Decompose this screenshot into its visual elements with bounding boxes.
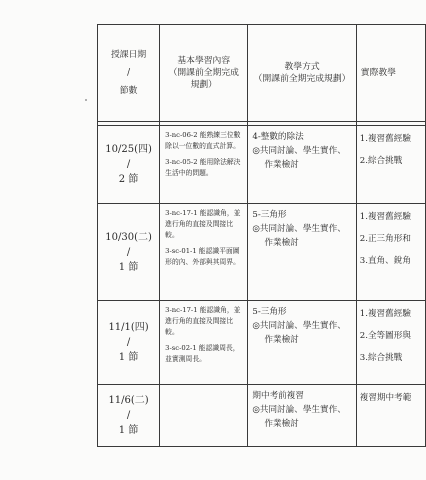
row-method-cell <box>248 126 356 204</box>
row-periods: 1 節 <box>118 261 139 273</box>
row-periods: 1 節 <box>118 425 139 436</box>
method-title: 4-整數的除法 <box>252 132 304 142</box>
method-line: ◎共同討論、學生實作、 <box>252 321 346 331</box>
row-date: 11/6(二) <box>108 395 149 406</box>
method-line: 作業檢討 <box>264 160 299 170</box>
method-line: 作業檢討 <box>264 335 299 345</box>
row-date: 10/30(二) <box>105 231 152 243</box>
header-method-note: （開課前全期完成規劃） <box>253 74 351 84</box>
row-date-cell <box>98 385 160 447</box>
content-item: 3-nc-05-2 能用除法解決生活中的問題。 <box>165 158 241 177</box>
actual-item: 2.綜合挑戰 <box>359 156 403 166</box>
method-line: ◎共同討論、學生實作、 <box>252 405 346 415</box>
content-item: 3-sc-01-1 能認識平面圖形的內、外部與其周界。 <box>165 247 240 266</box>
method-title: 5-三角形 <box>252 307 287 317</box>
header-content-title: 基本學習內容 <box>177 56 231 66</box>
row-date-cell <box>98 126 160 204</box>
header-content-note-2: 規劃） <box>190 80 217 90</box>
row-date: 11/1(四) <box>108 322 149 333</box>
content-item: 3-nc-17-1 能認識角，並進行角的直接及間接比較。 <box>165 306 241 336</box>
table-row <box>98 385 426 447</box>
header-method <box>248 25 356 122</box>
row-actual-cell <box>356 204 425 301</box>
actual-item: 1.複習舊經驗 <box>359 309 411 319</box>
row-content-cell <box>160 385 248 447</box>
table-row <box>98 301 426 385</box>
method-title: 期中考前複習 <box>252 391 304 401</box>
row-content-cell <box>160 301 248 385</box>
actual-item: 2.正三角形和 <box>359 234 411 244</box>
lesson-plan-table <box>97 24 426 447</box>
method-line: 作業檢討 <box>264 238 299 248</box>
row-method-cell <box>248 204 356 301</box>
header-content-note: （開課前全期完成 <box>168 68 239 78</box>
content-item: 3-nc-17-1 能認識角，並進行角的直接及間接比較。 <box>165 209 241 239</box>
header-periods-label: 節數 <box>119 86 138 96</box>
row-slash: / <box>126 410 131 421</box>
scan-speck <box>85 99 87 101</box>
row-method-cell <box>248 385 356 447</box>
method-line: 作業檢討 <box>264 419 299 429</box>
row-periods: 1 節 <box>118 352 139 363</box>
row-date-cell <box>98 204 160 301</box>
method-line: ◎共同討論、學生實作、 <box>252 224 346 234</box>
content-item: 3-sc-02-1 能認識周長，並實測周長。 <box>165 344 240 363</box>
header-content <box>160 25 248 122</box>
row-content-cell <box>160 126 248 204</box>
method-line: ◎共同討論、學生實作、 <box>252 146 346 156</box>
row-slash: / <box>126 246 131 258</box>
actual-item: 1.複習舊經驗 <box>359 134 411 144</box>
header-date-label: 授課日期 <box>110 50 147 60</box>
table-row <box>98 126 426 204</box>
header-method-title: 教學方式 <box>284 62 320 72</box>
row-actual-cell <box>356 126 425 204</box>
row-date: 10/25(四) <box>105 144 152 155</box>
actual-item: 3.綜合挑戰 <box>359 353 403 363</box>
table-header-row <box>98 25 426 122</box>
row-actual-cell <box>356 385 425 447</box>
header-date <box>98 25 160 122</box>
row-slash: / <box>126 159 131 170</box>
actual-item: 3.直角、銳角 <box>359 256 411 266</box>
table-row <box>98 204 426 301</box>
method-title: 5-三角形 <box>252 210 287 220</box>
content-item: 3-nc-06-2 能熟練三位數除以一位數的直式計算。 <box>165 131 241 150</box>
actual-item: 複習期中考範 <box>359 393 412 403</box>
row-actual-cell <box>356 301 425 385</box>
actual-item: 1.複習舊經驗 <box>359 212 411 222</box>
actual-item: 2.全等圖形與 <box>359 331 411 341</box>
row-method-cell <box>248 301 356 385</box>
row-slash: / <box>126 337 131 348</box>
header-actual <box>356 25 425 122</box>
row-content-cell <box>160 204 248 301</box>
header-date-slash: / <box>127 68 131 78</box>
row-periods: 2 節 <box>118 174 139 185</box>
row-date-cell <box>98 301 160 385</box>
header-actual-title: 實際教學 <box>360 68 396 78</box>
